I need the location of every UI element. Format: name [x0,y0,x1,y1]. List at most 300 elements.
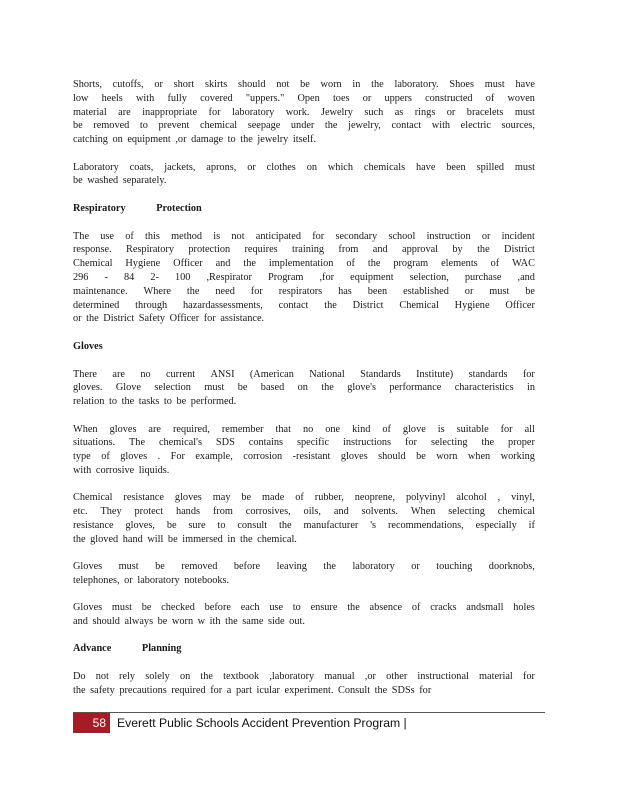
word: established [403,285,449,297]
word: by [452,244,463,256]
word: in [352,79,361,90]
word: Standards [360,368,401,380]
word: the [278,519,292,531]
word: solely [145,671,170,683]
word: When [410,506,436,518]
word: Jewelry [320,106,353,118]
word: resistance [123,492,164,504]
word: cutoffs, [112,79,144,90]
word: rubber, [314,492,344,504]
word: for [522,368,535,380]
word: on [179,671,191,683]
word: Gloves [73,561,103,573]
word: glove's [347,382,376,394]
word: be [525,285,535,297]
word: contact [391,120,422,132]
word: ,laboratory [269,671,315,683]
text-line: be washed separately. [73,175,167,187]
word: anticipated [255,230,301,242]
word: Officer [173,258,203,270]
word: each [240,602,260,614]
word: hazardassessments, [183,299,263,311]
text-line [73,450,535,464]
word: the [243,258,256,270]
word: ,Respirator [206,271,252,283]
word: must [111,602,132,614]
word: ANSI [210,368,235,380]
word: chemical [497,506,535,518]
word: under [290,120,315,132]
word: vinyl, [511,492,535,504]
text-line [73,519,535,533]
paragraph [73,368,535,409]
word: the [323,561,336,573]
word: standards [468,368,508,380]
word: to [217,519,226,531]
word: are [118,106,131,118]
word: fully [167,92,187,104]
word: contains [248,437,284,449]
word: Program [267,271,304,283]
word: For [170,451,185,463]
word: toes [332,92,350,104]
text-line [73,299,535,313]
word: equipment [350,271,394,283]
word: from [212,506,233,518]
word: Glove [115,382,141,394]
word: . [157,451,161,463]
word: the [367,258,381,270]
word: aprons, [206,161,237,173]
text-line [73,436,535,450]
word: covered [200,92,233,104]
word: "uppers." [245,92,285,104]
word: for [404,437,417,449]
word: requires [244,244,278,256]
paragraph [73,491,535,546]
word: if [528,519,535,531]
word: hands [175,506,200,518]
word: Chemical [73,258,113,270]
word: be [155,561,165,573]
word: 2- [150,271,159,283]
word: District [352,299,384,311]
word: chemical's [158,437,202,449]
word: need [215,285,235,297]
text-line [73,670,535,684]
word: is [437,423,445,435]
word: for [522,671,535,683]
word: performance [389,382,442,394]
word: etc. [73,506,88,518]
word: , [497,492,501,504]
word: that [275,423,291,435]
word: not [276,79,290,90]
word: inappropriate [142,106,198,118]
word: sure [188,519,206,531]
word: glove [402,423,426,435]
word: jackets, [164,161,196,173]
word: of [485,92,495,104]
word: Open [297,92,320,104]
paragraph [73,423,535,478]
word: or [247,161,256,173]
page-number: 58 [73,713,110,733]
word: ensure [310,602,338,614]
word: gloves [174,492,202,504]
word: Respiratory [125,244,175,256]
word: material [73,106,107,118]
word: - [104,271,108,283]
word: Institute) [416,368,454,380]
word: worn [320,79,342,90]
word: and [215,258,231,270]
word: been [446,161,466,173]
word: response. [73,244,112,256]
text-line [73,285,535,299]
word: respirators [278,285,323,297]
word: Chemical [73,492,113,504]
word: ,for [319,271,335,283]
word: leaving [276,561,307,573]
word: working [500,451,535,463]
word: before [233,561,261,573]
word: as [394,106,404,118]
word: constructed [425,92,473,104]
word: the [347,602,360,614]
word: should [378,451,406,463]
word: of [411,602,421,614]
word: method [171,230,203,242]
word: when [467,451,491,463]
word: gloves. [73,382,103,394]
text-line [73,106,535,120]
word: The [129,437,146,449]
word: of [346,258,355,270]
text-line: relation to the tasks to be performed. [73,396,237,408]
word: Hygiene [125,258,161,270]
paragraph [73,670,535,698]
word: all [524,423,535,435]
word: characteristics [454,382,514,394]
paragraph [73,601,535,629]
word: chemical [199,120,238,132]
text-line [73,92,535,106]
word: low [73,92,89,104]
word: oils, [303,506,321,518]
word: worn [436,451,458,463]
word: Hygiene [454,299,490,311]
section-heading: Gloves [73,340,103,352]
word: laboratory. [394,79,439,90]
word: is [213,230,221,242]
word: to [139,120,148,132]
word: be [141,602,152,614]
word: ,and [517,271,535,283]
word: use [100,230,114,242]
text-line [73,505,535,519]
word: or [411,561,420,573]
word: this [145,230,160,242]
word: of [125,230,134,242]
word: not [95,671,109,683]
word: example, [195,451,233,463]
word: situations. [73,437,116,449]
word: be [416,451,426,463]
word: been [367,285,388,297]
page-footer [73,712,545,734]
word: Officer [505,299,535,311]
word: woven [507,92,535,104]
word: recommendations, [387,519,464,531]
word: must [484,79,505,90]
word: be [237,382,248,394]
word: maintenance. [73,285,128,297]
word: Shorts, [73,79,102,90]
word: the [481,437,495,449]
word: school [388,230,416,242]
word: implementation [268,258,334,270]
word: are [148,423,161,435]
word: and [333,506,349,518]
word: 296 [73,271,89,283]
word: They [100,506,122,518]
text-line [73,78,535,92]
word: on [306,161,317,173]
word: seepage [247,120,281,132]
word: bracelets [466,106,504,118]
word: gloves, [125,519,155,531]
paragraph [73,230,535,327]
word: WAC [512,258,535,270]
word: absence [369,602,403,614]
word: the [324,120,338,132]
word: 100 [174,271,191,283]
text-line [73,381,535,395]
word: clothes [266,161,296,173]
word: manual [324,671,355,683]
word: 84 [123,271,135,283]
word: must [514,106,535,118]
word: spilled [476,161,505,173]
word: for [312,230,325,242]
word: chemicals [363,161,406,173]
word: must [489,285,510,297]
word: selecting [448,506,485,518]
word: solvents. [361,506,398,518]
text-line [73,271,535,285]
word: should [238,79,266,90]
word: National [309,368,345,380]
word: must [514,161,535,173]
text-line [73,119,535,133]
word: program [393,258,429,270]
section-heading: Respiratory Protection [73,202,202,214]
word: of [101,451,110,463]
word: sources, [501,120,535,132]
word: with [431,120,451,132]
text-line [73,230,535,244]
word: checked [161,602,195,614]
word: be [300,79,310,90]
word: suitable [456,423,489,435]
word: corrosion [243,451,283,463]
word: instructional [417,671,469,683]
word: or [481,230,491,242]
word: not [231,230,245,242]
word: incident [501,230,535,242]
word: protect [134,506,164,518]
word: purchase [464,271,502,283]
text-line [73,423,535,437]
text-line [73,601,535,615]
word: one [325,423,341,435]
word: andsmall [466,602,504,614]
word: remember [221,423,264,435]
word: training [292,244,325,256]
word: of [382,423,391,435]
word: especially [475,519,517,531]
word: contact [278,299,309,311]
word: The [73,230,90,242]
word: with [135,92,155,104]
word: elements [441,258,478,270]
word: SDS [215,437,235,449]
text-line [73,243,535,257]
paragraph [73,161,535,189]
word: use [269,602,284,614]
word: may [212,492,231,504]
paragraph [73,78,535,147]
word: and [372,244,388,256]
word: removed [93,120,130,132]
word: rely [119,671,136,683]
word: have [415,161,436,173]
word: There [73,368,98,380]
word: or [446,106,456,118]
word: Shoes [449,79,475,90]
word: laboratory [352,561,395,573]
word: gloves [120,451,148,463]
word: jewelry, [348,120,381,132]
word: (American [249,368,294,380]
word: electric [460,120,491,132]
text-line: the safety precautions required for a part icular experiment. Consult the SDSs for [73,685,432,697]
paragraph [73,560,535,588]
word: textbook [223,671,260,683]
word: Do [73,671,86,683]
word: the [371,79,384,90]
word: the [321,382,334,394]
word: current [165,368,196,380]
word: secondary [335,230,378,242]
word: have [515,79,535,90]
word: 's [370,519,377,531]
word: on [297,382,308,394]
word: the [200,671,213,683]
word: other [386,671,408,683]
text-line: or the District Safety Officer for assistance. [73,313,265,325]
word: which [327,161,354,173]
word: ,or [364,671,376,683]
word: material [479,671,513,683]
word: before [204,602,231,614]
word: gloves [340,451,368,463]
word: removed [181,561,218,573]
word: are [112,368,125,380]
word: laboratory [231,106,275,118]
word: approval [402,244,439,256]
word: uppers [384,92,412,104]
word: for [250,285,263,297]
word: for [500,423,513,435]
word: be [166,519,177,531]
word: in [526,382,535,394]
word: must [204,382,225,394]
word: selecting [430,437,468,449]
word: selection [154,382,191,394]
word: Laboratory [73,161,119,173]
word: Where [143,285,171,297]
word: from [338,244,359,256]
text-line: catching on equipment ,or damage to the jewelry itself. [73,134,317,146]
word: based [260,382,285,394]
word: of [490,258,500,270]
word: to [292,602,301,614]
text-line [73,560,535,574]
word: prevent [158,120,190,132]
document-body [73,78,535,711]
word: polyvinyl [405,492,446,504]
word: Chemical [399,299,439,311]
word: instructions [342,437,392,449]
word: no [140,368,151,380]
word: for [208,106,221,118]
word: doorknobs, [488,561,535,573]
word: the [324,299,337,311]
word: touching [436,561,473,573]
word: no [302,423,314,435]
word: must [118,561,139,573]
word: short [173,79,195,90]
text-line: and should always be worn w ith the same side out. [73,616,305,628]
text-line: with corrosive liquids. [73,464,170,476]
word: specific [297,437,330,449]
word: manufacturer [303,519,359,531]
section-heading: Advance Planning [73,643,182,655]
word: of [295,492,304,504]
word: heels [101,92,123,104]
word: required, [172,423,210,435]
text-line: the gloved hand will be immersed in the chemical. [73,533,297,545]
word: protection [188,244,231,256]
word: alcohol [456,492,487,504]
word: or [154,79,163,90]
word: or [362,92,372,104]
word: coats, [129,161,154,173]
word: has [338,285,352,297]
word: gloves [109,423,137,435]
word: be [73,120,83,132]
word: be [241,492,252,504]
word: consult [237,519,268,531]
text-line [73,368,535,382]
word: resistance [73,519,114,531]
word: or [464,285,474,297]
text-line: telephones, or laboratory notebooks. [73,574,230,586]
word: the [477,244,490,256]
word: type [73,451,91,463]
